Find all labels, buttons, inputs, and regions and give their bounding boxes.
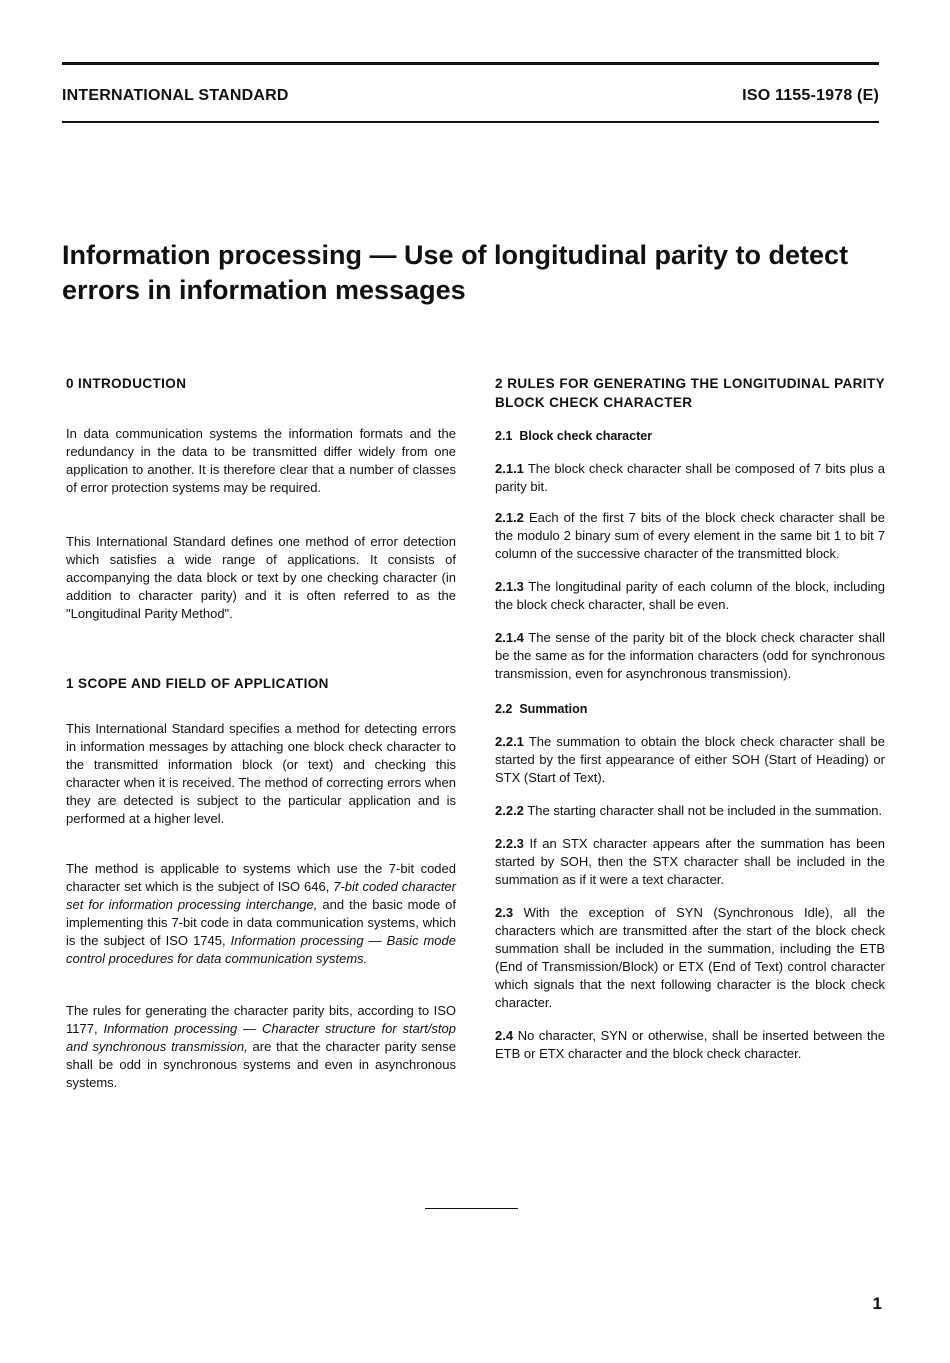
section-2-2-heading xyxy=(495,700,885,718)
title-line-1: Information processing — Use of longitudinal parity to detect xyxy=(62,240,849,270)
clause-2-2-1 xyxy=(495,733,885,787)
scope-paragraph-2 xyxy=(66,860,456,968)
section-number: 2.1 xyxy=(495,429,513,443)
scope-p2-text-a: The method is applicable to systems which use the 7-bit coded character set which is the subject of ISO 646, xyxy=(66,861,456,894)
section-2-1-heading xyxy=(495,427,885,445)
scope-p2-text-c: and the basic mode of implementing this 7-bit code in data communication systems, which is the subject of ISO 1745, xyxy=(66,897,457,948)
clause-number: 2.3 xyxy=(495,905,514,920)
iso-646-title: 7-bit coded character set for information processing interchange, xyxy=(66,879,456,912)
rules-heading: 2 RULES FOR GENERATING THE LONGITUDINAL PARITY BLOCK CHECK CHARACTER xyxy=(495,376,885,410)
clause-number: 2.4 xyxy=(495,1028,514,1043)
document-title xyxy=(62,238,892,308)
clause-text: The sense of the parity bit of the block check character shall be the same as for the information characters (odd for synchronous transmission, even for asynchronous transmission). xyxy=(495,630,885,681)
clause-number: 2.1.4 xyxy=(495,630,524,645)
left-column xyxy=(66,374,456,1092)
clause-2-2-3 xyxy=(495,835,885,889)
clause-text: Each of the first 7 bits of the block check character shall be the modulo 2 binary sum of every element in the same bit 1 to bit 7 column of the successive character of the transmitted block. xyxy=(495,510,885,561)
header-document-number: ISO 1155-1978 (E) xyxy=(742,87,879,104)
clause-number: 2.2.2 xyxy=(495,803,524,818)
clause-2-1-3 xyxy=(495,578,885,614)
scope-paragraph-3 xyxy=(66,1002,456,1092)
clause-2-1-2 xyxy=(495,509,885,563)
scope-paragraph-1: This International Standard specifies a method for detecting errors in information messages by attaching one block check character to the transmitted information block (or text) and checking this character when it is received. The method of correcting errors when they are detected is subject to the particular application and is performed at a higher level. xyxy=(66,721,456,826)
header-standard-label: INTERNATIONAL STANDARD xyxy=(62,87,289,104)
section-number: 2.2 xyxy=(495,702,513,716)
clause-text: The longitudinal parity of each column of the block, including the block check character, shall be even. xyxy=(495,579,885,612)
section-title: Summation xyxy=(519,702,588,716)
clause-number: 2.2.1 xyxy=(495,734,524,749)
scope-p3-text-c: are that the character parity sense shall be odd in synchronous systems and even in asynchronous systems. xyxy=(66,1039,457,1090)
clause-2-3 xyxy=(495,904,885,1012)
header-bottom-rule xyxy=(62,121,879,123)
clause-text: With the exception of SYN (Synchronous Idle), all the characters which are transmitted after the start of the block check summation shall be included in the summation, including the ETB (End of Transmission/Block) or ETX (End of Text) control character which signals that the next following character is the block check character. xyxy=(495,905,885,1010)
clause-2-1-1 xyxy=(495,460,885,496)
clause-number: 2.1.2 xyxy=(495,510,524,525)
clause-text: The block check character shall be composed of 7 bits plus a parity bit. xyxy=(495,461,885,494)
iso-1745-title: Information processing — Basic mode control procedures for data communication systems. xyxy=(66,933,456,966)
clause-text: No character, SYN or otherwise, shall be inserted between the ETB or ETX character and the block check character. xyxy=(495,1028,885,1061)
clause-text: If an STX character appears after the summation has been started by SOH, then the STX character shall be included in the summation as if it were a text character. xyxy=(495,836,885,887)
clause-text: The summation to obtain the block check character shall be started by the first appearance of either SOH (Start of Heading) or STX (Start of Text). xyxy=(495,734,885,785)
clause-number: 2.1.1 xyxy=(495,461,524,476)
scope-p3-text-a: The rules for generating the character parity bits, according to ISO 1177, xyxy=(66,1003,456,1036)
introduction-paragraph-1: In data communication systems the information formats and the redundancy in the data to be transmitted differ widely from one application to another. It is therefore clear that a number of classes of error protection systems may be required. xyxy=(66,426,456,495)
introduction-paragraph-2: This International Standard defines one method of error detection which satisfies a wide range of applications. It consists of accompanying the data block or text by one checking character (in addition to character parity) and it is often referred to as the "Longitudinal Parity Method". xyxy=(66,534,456,621)
clause-2-4 xyxy=(495,1027,885,1063)
footer-rule xyxy=(425,1208,518,1209)
introduction-heading: 0 INTRODUCTION xyxy=(66,376,187,391)
header-top-rule xyxy=(62,62,879,65)
clause-2-2-2 xyxy=(495,802,885,820)
section-title: Block check character xyxy=(519,429,653,443)
title-line-2: errors in information messages xyxy=(62,275,466,305)
scope-heading: 1 SCOPE AND FIELD OF APPLICATION xyxy=(66,676,329,691)
clause-number: 2.2.3 xyxy=(495,836,524,851)
clause-number: 2.1.3 xyxy=(495,579,524,594)
iso-1177-title: Information processing — Character structure for start/stop and synchronous transmission, xyxy=(66,1021,456,1054)
page-number: 1 xyxy=(872,1294,882,1313)
right-column xyxy=(495,374,885,1063)
clause-text: The starting character shall not be included in the summation. xyxy=(527,803,883,818)
clause-2-1-4 xyxy=(495,629,885,683)
